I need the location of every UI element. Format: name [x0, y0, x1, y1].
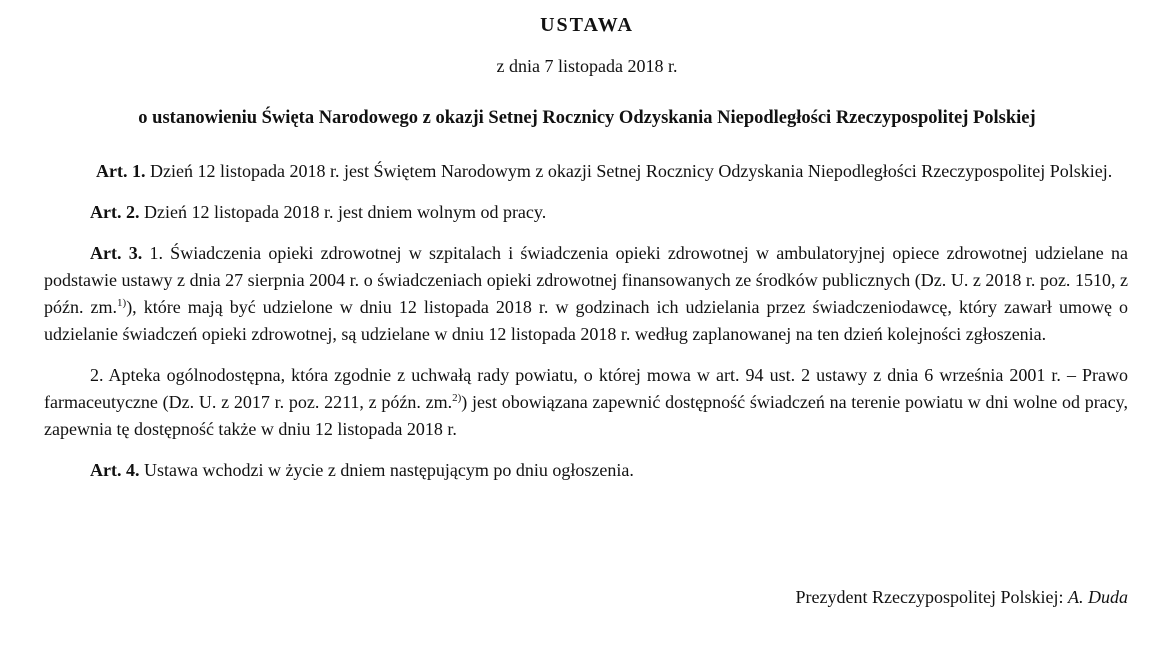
article-4: [44, 457, 1128, 484]
article-3-p2-text-before: 2. Apteka ogólnodostępna, która zgodnie z uchwałą rady powiatu, o której mowa w art. 94 ust. 2 ustawy z dnia 6 września 2001 r. – Prawo farmaceutyczne (Dz. U. z 2017 r. poz. 2211, z późn. zm.: [44, 365, 1128, 412]
article-1-label: Art. 1.: [96, 161, 146, 181]
signature-name: A. Duda: [1068, 587, 1128, 607]
signature-block: [796, 587, 1128, 608]
article-3-p2-text-after: ) jest obowiązana zapewnić dostępność świadczeń na terenie powiatu w dni wolne od pracy, zapewnia tę dostępność także w dniu 12 listopada 2018 r.: [44, 392, 1128, 439]
document-title: USTAWA: [540, 14, 634, 36]
document-subject: o ustanowieniu Święta Narodowego z okazji Setnej Rocznicy Odzyskania Niepodległości Rzeczypospolitej Polskiej: [138, 108, 1036, 128]
footnote-ref-2[interactable]: 2): [452, 392, 462, 404]
article-2-text: Dzień 12 listopada 2018 r. jest dniem wolnym od pracy.: [143, 202, 547, 222]
document-body: [44, 158, 1128, 498]
article-3-paragraph-2: [44, 362, 1128, 443]
signature-role: Prezydent Rzeczypospolitej Polskiej:: [795, 587, 1064, 607]
article-4-label: Art. 4.: [90, 460, 140, 480]
article-2: [44, 199, 1128, 226]
article-4-text: Ustawa wchodzi w życie z dniem następującym po dniu ogłoszenia.: [143, 460, 634, 480]
article-3-p1-text-before: 1. Świadczenia opieki zdrowotnej w szpitalach i świadczenia opieki zdrowotnej w ambulatoryjnej opiece zdrowotnej udzielane na podstawie ustawy z dnia 27 sierpnia 2004 r. o świadczeniach opieki zdrowotnej finansowanych ze środków publicznych (Dz. U. z 2018 r. poz. 1510, z późn. zm.: [44, 243, 1129, 317]
document-date: z dnia 7 listopada 2018 r.: [496, 56, 678, 76]
article-3-paragraph-1: [44, 240, 1128, 348]
footnote-ref-1[interactable]: 1): [117, 297, 127, 309]
article-2-label: Art. 2.: [90, 202, 140, 222]
article-3-p1-text-after: ), które mają być udzielone w dniu 12 listopada 2018 r. w godzinach ich udzielania przez świadczeniodawcę, który zawarł umowę o udzielanie świadczeń opieki zdrowotnej, są udzielane w dniu 12 listopada 2018 r. według zaplanowanej na ten dzień kolejności zgłoszenia.: [44, 297, 1128, 344]
article-1-text: Dzień 12 listopada 2018 r. jest Świętem Narodowym z okazji Setnej Rocznicy Odzyskania Niepodległości Rzeczypospolitej Polskiej.: [149, 161, 1113, 181]
article-1: [44, 158, 1128, 185]
article-3-label: Art. 3.: [90, 243, 143, 263]
